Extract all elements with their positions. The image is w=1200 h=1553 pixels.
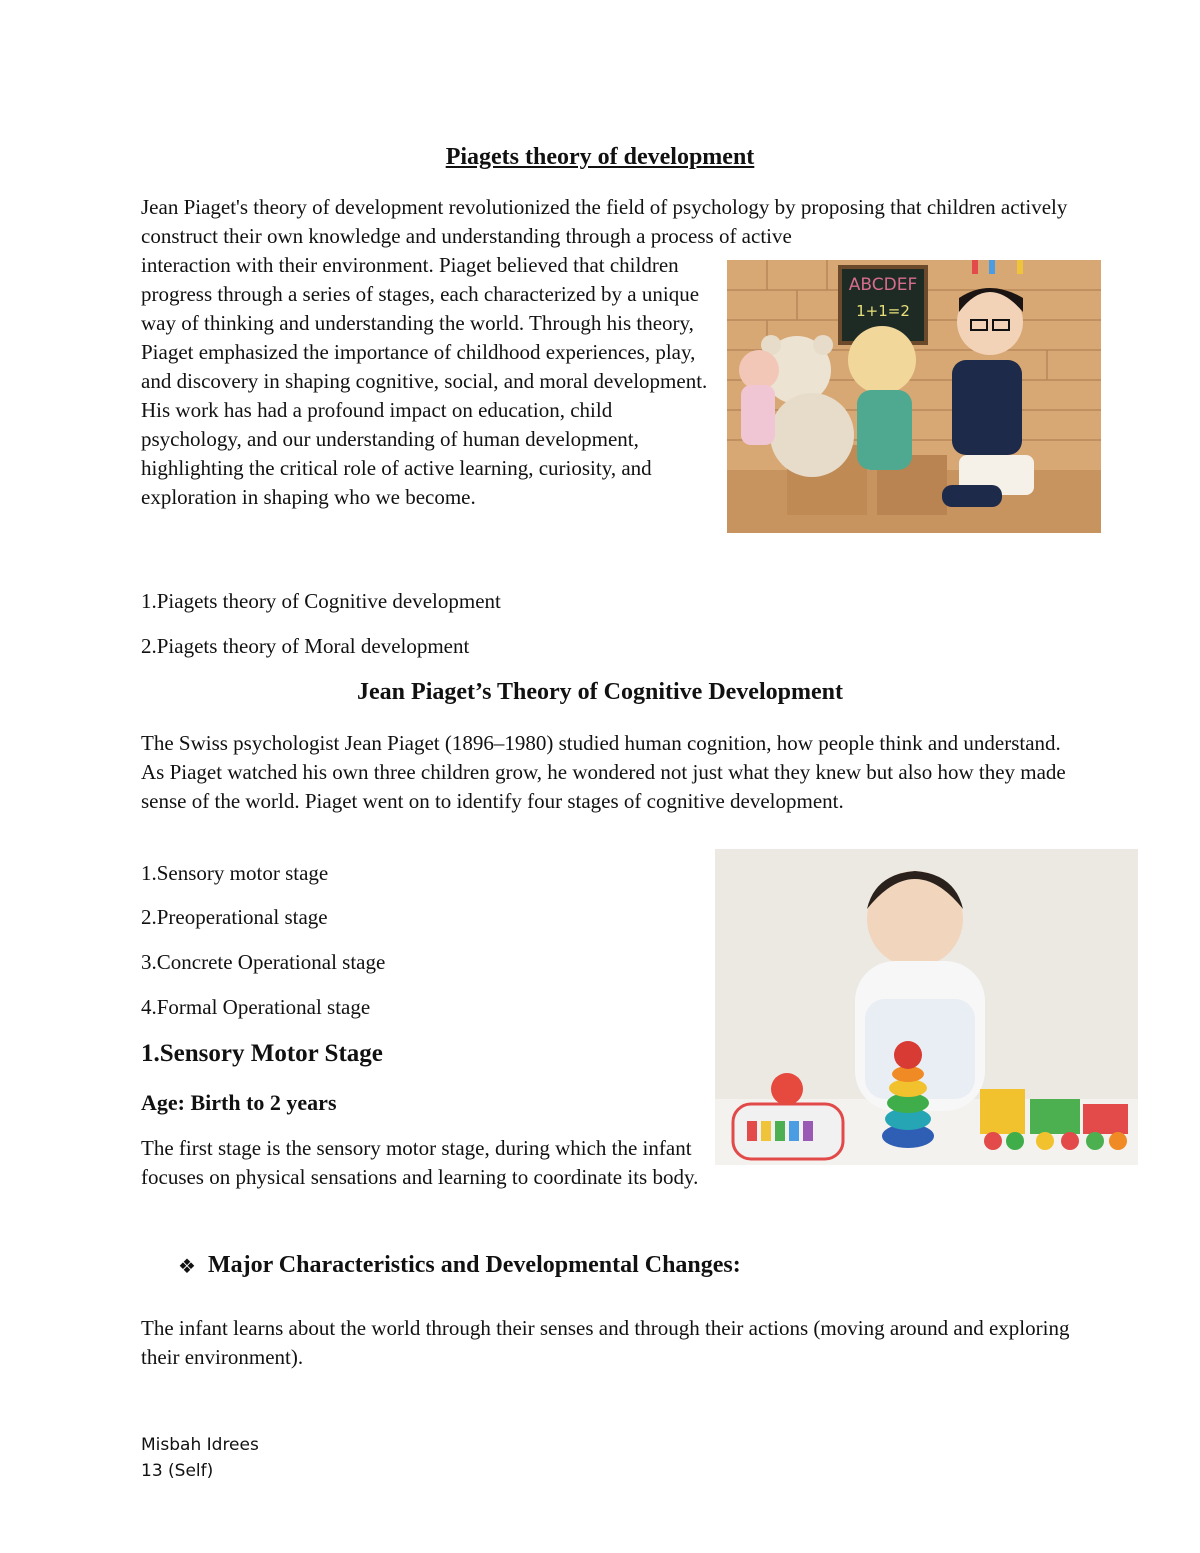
chalkboard-letters: ABCDEF	[848, 275, 918, 295]
section-heading-cognitive: Jean Piaget’s Theory of Cognitive Development	[357, 679, 843, 705]
footer-author: Misbah Idrees	[141, 1435, 259, 1455]
first-stage-paragraph: The first stage is the sensory motor stage, during which the infant focuses on physical sensations and learning to coordinate its body.	[141, 1136, 699, 1189]
children-playing-photo	[727, 260, 1101, 533]
toddler-playing-photo	[715, 849, 1138, 1165]
list-item: 2.Piagets theory of Moral development	[141, 634, 470, 658]
diamond-bullet-icon: ❖	[178, 1253, 196, 1278]
infant-paragraph: The infant learns about the world through their senses and through their actions (moving around and exploring their environment).	[141, 1316, 1070, 1369]
major-characteristics-heading	[178, 1252, 741, 1279]
stage-list-item: 1.Sensory motor stage	[141, 861, 329, 885]
stage-list-item: 3.Concrete Operational stage	[141, 950, 386, 974]
stage-list-item: 4.Formal Operational stage	[141, 995, 371, 1019]
stage-heading-sensory-motor: 1.Sensory Motor Stage	[141, 1040, 383, 1067]
intro-paragraph-top: Jean Piaget's theory of development revolutionized the field of psychology by proposing that children actively construct their own knowledge and understanding through a process of active	[141, 195, 1068, 248]
chalkboard-sum: 1+1=2	[856, 302, 910, 320]
document-title: Piagets theory of development	[445, 144, 755, 170]
age-range-label: Age: Birth to 2 years	[141, 1090, 337, 1115]
footer-page-number: 13 (Self)	[141, 1461, 214, 1481]
intro-paragraph-wrapped: interaction with their environment. Piaget believed that children progress through a series of stages, each characterized by a unique way of thinking and understanding the world. Through his theory, Piaget emphasized the importance of childhood experiences, play, and discovery in shaping cognitive, social, and moral development. His work has had a profound impact on education, child psychology, and our understanding of human development, highlighting the critical role of active learning, curiosity, and exploration in shaping who we become.	[141, 253, 708, 509]
cognitive-paragraph: The Swiss psychologist Jean Piaget (1896–1980) studied human cognition, how people think and understand. As Piaget watched his own three children grow, he wondered not just what they knew but also how they made sense of the world. Piaget went on to identify four stages of cognitive development.	[141, 731, 1066, 813]
stage-list-item: 2.Preoperational stage	[141, 905, 328, 929]
list-item: 1.Piagets theory of Cognitive development	[141, 589, 501, 613]
major-characteristics-text: Major Characteristics and Developmental Changes:	[207, 1252, 741, 1278]
